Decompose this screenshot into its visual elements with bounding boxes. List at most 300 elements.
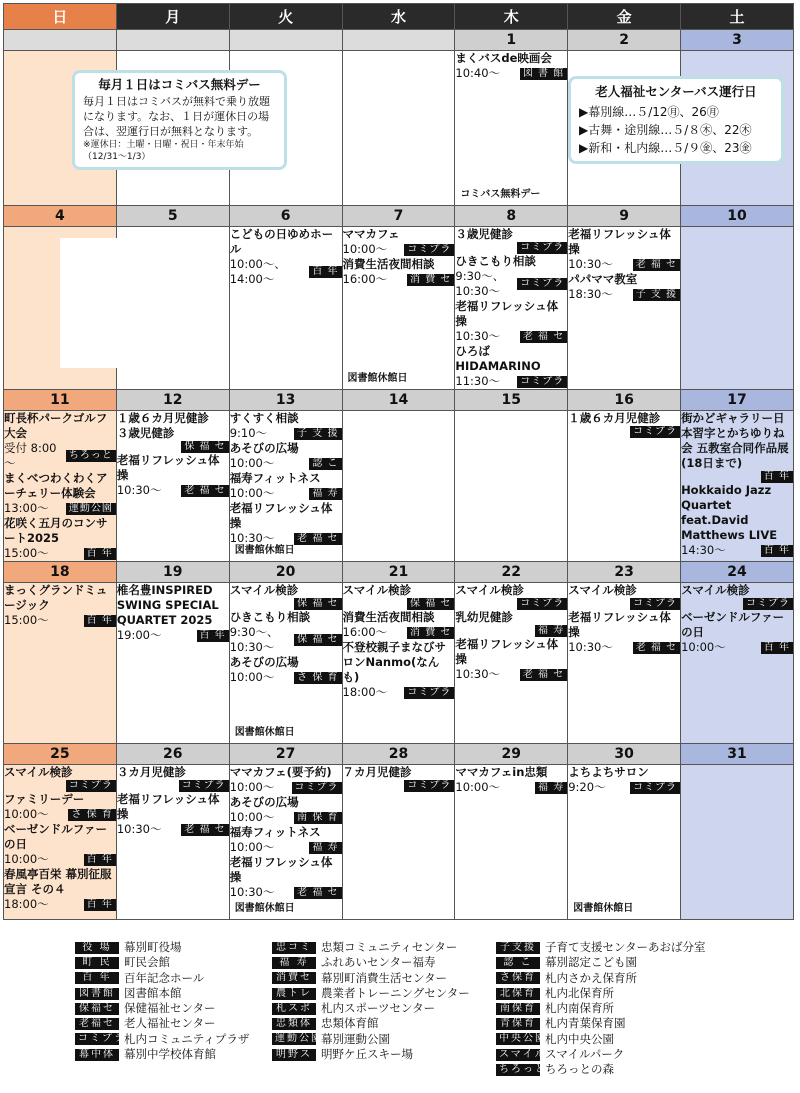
date-number: 25 (4, 744, 117, 765)
event-time: 10:30～ (116, 822, 162, 836)
event-title: 花咲く五月のコンサート2025 (4, 516, 108, 545)
legend-abbrev: 認 こ (496, 957, 540, 969)
legend-item (75, 1016, 249, 1031)
weekday-3: 水 (342, 4, 455, 30)
event-title: スマイル検診 (455, 583, 524, 597)
event-time: 10:30～ (229, 885, 275, 899)
legend-item (272, 1032, 470, 1047)
event-title: １歳６カ月児健診 (568, 411, 661, 425)
venue-badge: コミプラ (517, 598, 567, 610)
venue-badge: 百 年 (197, 630, 229, 642)
event-title: 福寿フィットネス (229, 825, 321, 839)
event-title: Hokkaido Jazz Quartet feat.David Matthews LIVE (681, 483, 778, 542)
venue-badge: 子 支 援 (633, 289, 680, 301)
event-title: ３歳児健診 (455, 227, 513, 241)
day-cell (229, 227, 342, 390)
legend-place: 幕別町役場 (124, 940, 182, 954)
date-number: 23 (568, 562, 681, 583)
event-title: ママカフェin忠類 (455, 765, 548, 779)
event-title: 老福リフレッシュ体操 (229, 501, 333, 530)
venue-badge: 百 年 (761, 642, 793, 654)
date-number: 19 (116, 562, 229, 583)
event-title: 春風亭百栄 幕別征服宣言 その４ (4, 867, 112, 896)
closed-note: 図書館休館日 (573, 903, 634, 914)
legend-abbrev: 消費セ (272, 972, 316, 984)
day-cell (455, 227, 568, 390)
event-time: 10:00～ (229, 810, 275, 824)
venue-badge: 消 費 セ (407, 274, 454, 286)
venue-badge: 百 年 (84, 548, 116, 560)
day-cell (342, 411, 455, 562)
day-cell (568, 411, 681, 562)
event-title: 乳幼児健診 (455, 610, 513, 624)
venue-badge: コミプラ (517, 278, 567, 290)
day-cell (681, 583, 794, 744)
legend-item (496, 1032, 706, 1047)
date-number: 21 (342, 562, 455, 583)
date-number: 31 (681, 744, 794, 765)
venue-badge: コミプラ (404, 687, 454, 699)
venue-badge: 図 書 館 (520, 68, 567, 80)
venue-badge: 福 寿 (535, 625, 567, 637)
senior-bus-line: ▶幕別線…５/12㊊、26㊊ (579, 105, 719, 119)
date-number: 11 (4, 390, 117, 411)
blank-image-area (60, 238, 186, 368)
legend-abbrev: 町 民 (75, 957, 119, 969)
legend-item (496, 1016, 706, 1031)
legend-abbrev: スマイル (496, 1049, 540, 1061)
event-title: 老福リフレッシュ体操 (116, 792, 220, 821)
venue-badge: 百 年 (761, 545, 793, 557)
venue-badge: 老 福 セ (633, 642, 680, 654)
day-cell (681, 227, 794, 390)
venue-badge: コミプラ (517, 242, 567, 254)
legend-item (75, 1001, 249, 1016)
venue-badge: 百 年 (84, 854, 116, 866)
event-time: 18:30～ (568, 287, 613, 301)
legend-place: 町民会館 (124, 955, 170, 970)
event-title: ３歳児健診 (116, 426, 175, 440)
day-cell (4, 583, 117, 744)
legend-item (75, 955, 249, 970)
event-title: あそびの広場 (229, 795, 299, 809)
event-time: 10:30～ (568, 640, 613, 654)
event-time: 10:00～ (229, 780, 275, 794)
legend-item (272, 1001, 470, 1016)
legend-place: 札内北保育所 (545, 985, 614, 1000)
legend-column (496, 940, 706, 1078)
venue-badge: 百 年 (84, 615, 116, 627)
legend-abbrev: 忠類体 (272, 1018, 316, 1030)
event-title: ベーゼンドルファーの日 (681, 610, 785, 639)
legend-place: 保健福祉センター (124, 1001, 216, 1016)
date-number: 6 (229, 206, 342, 227)
date-number: 29 (455, 744, 568, 765)
day-cell (568, 583, 681, 744)
venue-badge: コミプラ (179, 780, 229, 792)
event-time: 16:00～ (342, 625, 388, 639)
legend-item (272, 940, 470, 955)
weekday-header (4, 4, 794, 30)
legend-abbrev: 保福セ (75, 1003, 119, 1015)
day-cell (455, 51, 568, 206)
legend-abbrev: 青保育 (496, 1018, 540, 1030)
date-number: 12 (116, 390, 229, 411)
event-title: パパママ教室 (568, 272, 638, 286)
event-time: 10:00～ (681, 640, 726, 654)
legend-abbrev: 南保育 (496, 1003, 540, 1015)
legend-place: ふれあいセンター福寿 (321, 955, 436, 970)
legend-abbrev: 子支援 (496, 942, 540, 954)
day-cell (342, 51, 455, 206)
event-time: 11:30～ (455, 374, 501, 388)
legend-place: 図書館本館 (124, 985, 182, 1000)
weekday-1: 月 (116, 4, 229, 30)
event-time: 10:30～ (229, 531, 275, 545)
event-title: 老福リフレッシュ体操 (568, 227, 671, 256)
legend-place: 札内青葉保育園 (545, 1016, 626, 1031)
date-number (229, 30, 342, 51)
event-title: まっくグランドミュージック (4, 583, 108, 612)
event-title: スマイル検診 (342, 583, 412, 597)
event-time: 15:00～ (4, 613, 49, 627)
legend-place: 農業者トレーニングセンター (321, 985, 470, 1000)
senior-bus-line: ▶新和・札内線…５/９㊎、23㊎ (579, 141, 752, 155)
legend-abbrev: 明野ス (272, 1049, 316, 1061)
date-number: 30 (568, 744, 681, 765)
event-time: 10:00～、14:00～ (229, 257, 286, 286)
legend-place: 明野ケ丘スキー場 (321, 1047, 413, 1062)
legend-item (496, 971, 706, 986)
event-title: 老福リフレッシュ体操 (455, 299, 559, 328)
date-number: 20 (229, 562, 342, 583)
legend-abbrev: 札スポ (272, 1003, 316, 1015)
venue-badge: 福 寿 (535, 782, 567, 794)
event-time: 13:00～ (4, 501, 49, 515)
date-number: 18 (4, 562, 117, 583)
event-title: ひきこもり相談 (229, 610, 311, 624)
venue-badge: コミプラ (630, 782, 680, 794)
event-title: すくすく相談 (229, 411, 299, 425)
legend-place: 幕別認定こども園 (545, 955, 637, 970)
legend-abbrev: 幕中体 (75, 1049, 119, 1061)
event-time: 受付 8:00～ (4, 441, 57, 470)
venue-badge: 子 支 援 (294, 428, 341, 440)
venue-badge: 老 福 セ (181, 485, 228, 497)
date-number: 26 (116, 744, 229, 765)
free-bus-title: 毎月１日はコミバス無料デー (98, 77, 261, 92)
event-time: 10:30～ (455, 667, 501, 681)
event-time: 10:00～ (229, 456, 275, 470)
legend-item (496, 1062, 706, 1077)
event-time: 18:00～ (342, 685, 388, 699)
date-number: 4 (4, 206, 117, 227)
event-title: 老福リフレッシュ体操 (568, 610, 671, 639)
event-time: 9:30～、10:30～ (455, 269, 505, 298)
event-title: ひろばHIDAMARINO (455, 344, 541, 373)
legend-place: 幕別中学校体育館 (124, 1047, 216, 1062)
free-bus-body: 毎月１日はコミバスが無料で乗り放題になります。なお、１日が運休日の場合は、翌運行日が無料となります。 (83, 95, 270, 138)
event-title: 福寿フィットネス (229, 471, 321, 485)
day-cell (342, 227, 455, 390)
event-time: 10:00～ (229, 840, 275, 854)
venue-badge: 老 福 セ (633, 259, 680, 271)
event-time: 10:00～ (4, 852, 49, 866)
date-number (342, 30, 455, 51)
date-number: 10 (681, 206, 794, 227)
event-title: 消費生活夜間相談 (342, 610, 435, 624)
venue-badge: 老 福 セ (520, 669, 567, 681)
event-title: 老福リフレッシュ体操 (455, 637, 559, 666)
date-number (116, 30, 229, 51)
legend-abbrev: 北保育 (496, 988, 540, 1000)
date-number: 7 (342, 206, 455, 227)
date-number: 17 (681, 390, 794, 411)
legend-item (272, 971, 470, 986)
legend-place: 百年記念ホール (124, 970, 205, 985)
legend-abbrev: 農トレ (272, 988, 316, 1000)
event-title: 街かどギャラリー日本習字とかちゆりね会 五教室合同作品展(18日まで) (681, 411, 789, 470)
event-title: 不登校親子まなびサロンNanmo(なんも) (342, 640, 447, 684)
senior-bus-box (568, 76, 784, 164)
event-title: 町長杯パークゴルフ大会 (4, 411, 108, 440)
legend-place: 札内スポーツセンター (321, 1001, 436, 1016)
weekday-6: 土 (681, 4, 794, 30)
venue-badge: コミプラ (517, 376, 567, 388)
date-number: 1 (455, 30, 568, 51)
legend-abbrev: 老福セ (75, 1018, 119, 1030)
venue-badge: 認 こ (309, 458, 341, 470)
legend-column (272, 940, 470, 1062)
free-bus-day-box (72, 70, 287, 170)
event-time: 10:00～ (229, 486, 275, 500)
date-number: 24 (681, 562, 794, 583)
event-title: スマイル検診 (229, 583, 299, 597)
event-title: ファミリーデー (4, 792, 85, 806)
event-title: スマイル検診 (568, 583, 637, 597)
date-number: 8 (455, 206, 568, 227)
legend-item (496, 1001, 706, 1016)
event-time: 16:00～ (342, 272, 388, 286)
legend-item (75, 986, 249, 1001)
day-cell (229, 583, 342, 744)
free-bus-note-years: （12/31～1/3） (83, 152, 151, 162)
legend-item (272, 955, 470, 970)
event-title: ひきこもり相談 (455, 254, 536, 268)
weekday-2: 火 (229, 4, 342, 30)
date-number: 13 (229, 390, 342, 411)
day-cell (681, 411, 794, 562)
legend-place: 札内さかえ保育所 (545, 970, 637, 985)
venue-badge: 保 福 セ (294, 634, 341, 646)
legend-place: ちろっとの森 (545, 1062, 614, 1077)
venue-badge: 保 福 セ (294, 598, 341, 610)
event-title: スマイル検診 (681, 583, 750, 597)
event-title: まくバスde映画会 (455, 51, 552, 65)
event-title: よちよちサロン (568, 765, 649, 779)
venue-badge: 保 福 セ (407, 598, 454, 610)
venue-badge: コミプラ (630, 426, 680, 438)
event-time: 19:00～ (116, 628, 162, 642)
event-title: あそびの広場 (229, 441, 299, 455)
date-number: 27 (229, 744, 342, 765)
legend-item (496, 940, 706, 955)
legend-place: 子育て支援センターあおば分室 (545, 940, 706, 954)
venue-badge: コミプラ (630, 598, 680, 610)
date-number: 22 (455, 562, 568, 583)
closed-note: 図書館休館日 (234, 545, 295, 556)
legend-item (496, 1047, 706, 1062)
legend-abbrev: 図書館 (75, 988, 119, 1000)
legend-abbrev: コミプラ (75, 1033, 119, 1045)
venue-badge: コミプラ (292, 782, 342, 794)
day-cell (116, 765, 229, 920)
venue-badge: 老 福 セ (294, 887, 341, 899)
date-number: 3 (681, 30, 794, 51)
event-title: スマイル検診 (4, 765, 73, 779)
date-number: 2 (568, 30, 681, 51)
day-cell (116, 411, 229, 562)
legend-place: 札内南保育所 (545, 1001, 614, 1016)
event-time: 10:00～ (455, 780, 501, 794)
legend-item (75, 940, 249, 955)
legend-place: 幕別運動公園 (321, 1031, 390, 1046)
legend-item (75, 1032, 249, 1047)
legend-item (272, 986, 470, 1001)
legend-abbrev: 福 寿 (272, 957, 316, 969)
legend-place: 札内中央公園 (545, 1031, 614, 1046)
legend-abbrev: 百 年 (75, 972, 119, 984)
venue-badge: 百 年 (84, 899, 116, 911)
weekday-0: 日 (4, 4, 117, 30)
venue-badge: 老 福 セ (181, 824, 228, 836)
venue-badge: 保 福 セ (181, 441, 228, 453)
event-title: ママカフェ(要予約) (229, 765, 332, 779)
event-time: 10:00～ (342, 242, 388, 256)
event-time: 10:30～ (116, 483, 162, 497)
venue-badge: 運動公園 (66, 503, 116, 515)
venue-badge: 百 年 (309, 266, 341, 278)
legend-abbrev: 運動公園 (272, 1033, 316, 1045)
event-title: 椎名豊INSPIRED SWING SPECIAL QUARTET 2025 (116, 583, 219, 627)
event-time: 14:30～ (681, 543, 726, 557)
weekday-5: 金 (568, 4, 681, 30)
senior-bus-line: ▶古舞・途別線…５/８㊍、22㊍ (579, 123, 752, 137)
venue-badge: 老 福 セ (294, 533, 341, 545)
weekday-4: 木 (455, 4, 568, 30)
day-cell (342, 765, 455, 920)
legend-place: 忠類コミュニティセンター (321, 940, 458, 954)
event-time: 15:00～ (4, 546, 49, 560)
event-time: 10:40～ (455, 66, 501, 80)
venue-badge: 福 寿 (309, 488, 341, 500)
date-number: 16 (568, 390, 681, 411)
legend-abbrev: 中央公園 (496, 1033, 540, 1045)
event-title: 老福リフレッシュ体操 (116, 453, 220, 482)
day-cell (568, 227, 681, 390)
date-number (4, 30, 117, 51)
legend-item (75, 1047, 249, 1062)
day-cell (455, 411, 568, 562)
venue-badge: ちろっと (66, 450, 116, 462)
date-number: 5 (116, 206, 229, 227)
legend-place: 札内コミュニティプラザ (124, 1031, 250, 1046)
legend-item (496, 986, 706, 1001)
event-time: 9:30～、10:30～ (229, 625, 279, 654)
venue-badge: コミプラ (743, 598, 793, 610)
event-time: 9:10～ (229, 426, 268, 440)
day-cell (229, 411, 342, 562)
day-cell (4, 411, 117, 562)
venue-badge: 南 保 育 (294, 812, 341, 824)
day-cell (4, 765, 117, 920)
venue-badge: 福 寿 (309, 842, 341, 854)
venue-badge: 百 年 (761, 471, 793, 483)
date-number: 28 (342, 744, 455, 765)
closed-note: 図書館休館日 (234, 903, 295, 914)
event-title: ベーゼンドルファーの日 (4, 822, 108, 851)
venue-badge: 消 費 セ (407, 627, 454, 639)
day-cell (568, 765, 681, 920)
day-cell (455, 583, 568, 744)
closed-note: コミバス無料デー (460, 189, 541, 200)
event-time: 18:00～ (4, 897, 49, 911)
event-title: ７カ月児健診 (342, 765, 412, 779)
senior-bus-title: 老人福祉センターバス運行日 (595, 84, 757, 99)
event-title: １歳６カ月児健診 (116, 411, 209, 425)
day-cell (116, 583, 229, 744)
day-cell (455, 765, 568, 920)
day-cell (681, 765, 794, 920)
event-time: 10:30～ (455, 329, 501, 343)
event-time: 10:00～ (4, 807, 49, 821)
event-title: ３カ月児健診 (116, 765, 186, 779)
day-cell (342, 583, 455, 744)
legend-item (496, 955, 706, 970)
event-title: こどもの日ゆめホール (229, 227, 334, 256)
legend-place: スマイルパーク (545, 1047, 625, 1062)
date-number: 9 (568, 206, 681, 227)
venue-badge: コミプラ (66, 780, 116, 792)
event-title: まくべつわくわくアーチェリー体験会 (4, 471, 108, 500)
legend-place: 老人福祉センター (124, 1016, 216, 1031)
event-title: ママカフェ (342, 227, 400, 241)
legend-place: 忠類体育館 (321, 1016, 379, 1031)
date-number: 15 (455, 390, 568, 411)
venue-badge: コミプラ (404, 780, 454, 792)
closed-note: 図書館休館日 (234, 727, 295, 738)
closed-note: 図書館休館日 (347, 373, 408, 384)
event-time: 10:00～ (229, 670, 275, 684)
legend-abbrev: 忠コミ (272, 942, 316, 954)
event-time: 10:30～ (568, 257, 613, 271)
venue-badge: コミプラ (404, 244, 454, 256)
event-title: 消費生活夜間相談 (342, 257, 435, 271)
date-number: 14 (342, 390, 455, 411)
legend-item (272, 1047, 470, 1062)
venue-badge: 老 福 セ (520, 331, 567, 343)
legend-abbrev: さ保育 (496, 972, 540, 984)
venue-badge: さ 保 育 (294, 672, 341, 684)
legend-place: 幕別町消費生活センター (321, 970, 448, 985)
event-title: 老福リフレッシュ体操 (229, 855, 333, 884)
day-cell (229, 765, 342, 920)
event-time: 9:20～ (568, 780, 606, 794)
event-title: あそびの広場 (229, 655, 299, 669)
legend-abbrev: ちろっと (496, 1064, 540, 1076)
venue-badge: さ 保 育 (68, 809, 115, 821)
legend-item (272, 1016, 470, 1031)
